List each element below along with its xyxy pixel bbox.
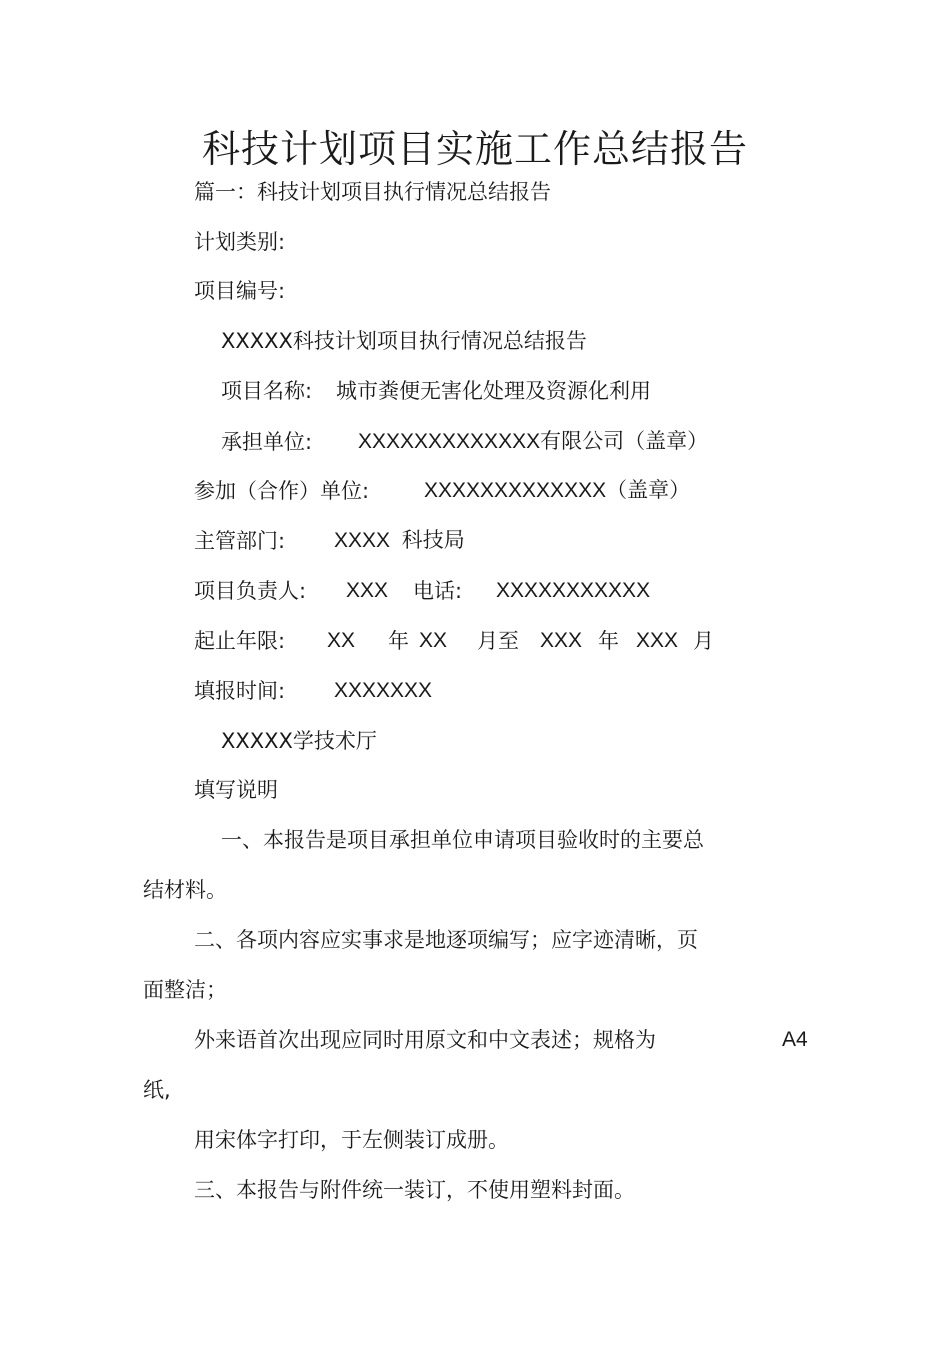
project-name-value: 城市粪便无害化处理及资源化利用 bbox=[336, 379, 651, 403]
instruction-3a-a4: A4 bbox=[782, 1028, 808, 1051]
competent-dept-value: XXXX 科技局 bbox=[334, 529, 465, 552]
instruction-3b: 纸, bbox=[143, 1078, 171, 1102]
fill-time-label: 填报时间: bbox=[194, 679, 286, 703]
competent-dept-label: 主管部门: bbox=[194, 529, 286, 553]
instruction-2a: 二、各项内容应实事求是地逐项编写；应字迹清晰，页 bbox=[194, 928, 698, 952]
period-year-2: 年 bbox=[598, 629, 619, 653]
period-start-month: XX bbox=[419, 629, 448, 652]
participating-unit-label: 参加（合作）单位: bbox=[194, 479, 370, 503]
plan-category-label: 计划类别: bbox=[194, 230, 286, 254]
period-start-year: XX bbox=[327, 629, 356, 652]
instruction-5: 三、本报告与附件统一装订，不使用塑料封面。 bbox=[194, 1178, 635, 1202]
section-heading: 篇一：科技计划项目执行情况总结报告 bbox=[194, 180, 551, 204]
period-end-year: XXX bbox=[540, 629, 583, 652]
instruction-3a: 外来语首次出现应同时用原文和中文表述；规格为 bbox=[194, 1028, 656, 1052]
instructions-heading: 填写说明 bbox=[194, 778, 278, 802]
leader-label: 项目负责人: bbox=[194, 579, 307, 603]
phone-value: XXXXXXXXXXX bbox=[496, 579, 651, 602]
leader-value: XXX bbox=[346, 579, 389, 602]
participating-unit-value: XXXXXXXXXXXXX（盖章） bbox=[424, 479, 691, 502]
instruction-2b: 面整洁； bbox=[143, 978, 227, 1002]
undertaking-unit-label: 承担单位: bbox=[221, 430, 313, 454]
period-month-2: 月 bbox=[693, 629, 714, 653]
document-title: 科技计划项目实施工作总结报告 bbox=[201, 127, 748, 171]
instruction-4: 用宋体字打印，于左侧装订成册。 bbox=[194, 1128, 509, 1152]
phone-label: 电话: bbox=[413, 579, 463, 603]
instruction-1b: 结材料。 bbox=[143, 878, 227, 902]
period-year-1: 年 bbox=[388, 629, 409, 653]
period-month-to: 月至 bbox=[477, 629, 519, 653]
project-number-label: 项目编号: bbox=[194, 279, 286, 303]
period-label: 起止年限: bbox=[194, 629, 286, 653]
report-header: XXXXX科技计划项目执行情况总结报告 bbox=[221, 329, 587, 353]
project-name-label: 项目名称: bbox=[221, 379, 313, 403]
period-end-month: XXX bbox=[636, 629, 679, 652]
department: XXXXX学技术厅 bbox=[221, 729, 377, 753]
instruction-1a: 一、本报告是项目承担单位申请项目验收时的主要总 bbox=[221, 828, 704, 852]
fill-time-value: XXXXXXX bbox=[334, 679, 433, 702]
undertaking-unit-value: XXXXXXXXXXXXX有限公司（盖章） bbox=[358, 430, 709, 453]
